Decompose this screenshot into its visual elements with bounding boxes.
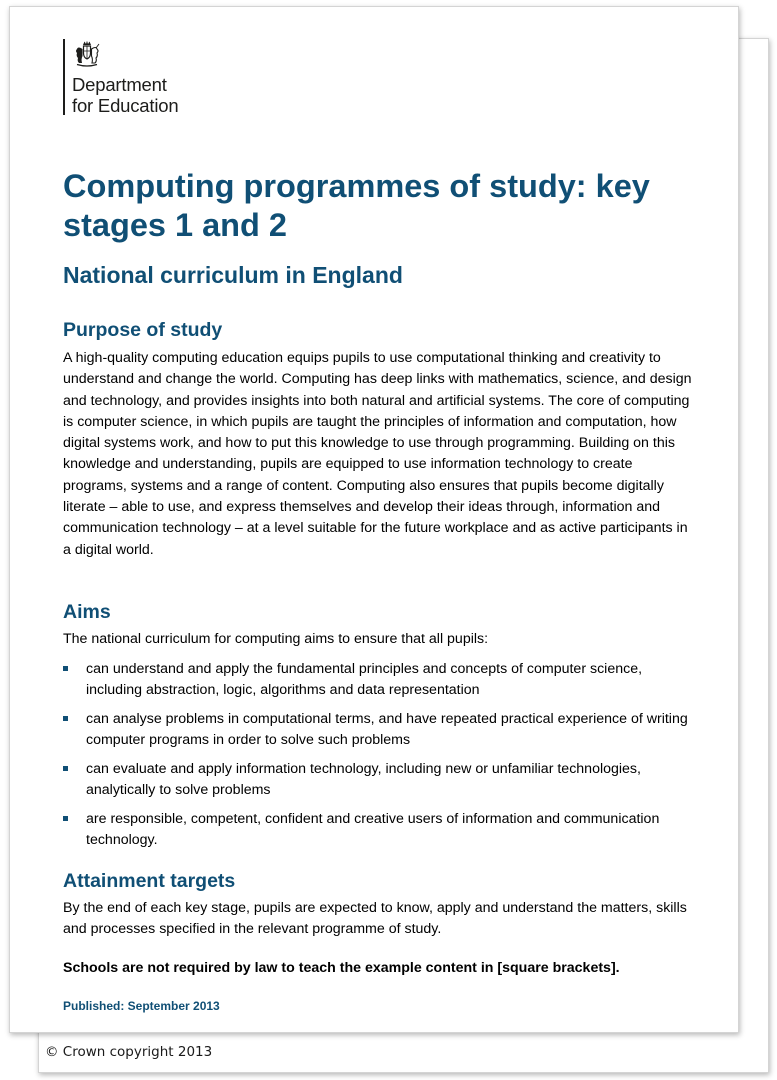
document-title: Computing programmes of study: key stages 1 and 2 — [63, 168, 650, 243]
aims-list — [63, 659, 699, 859]
aims-intro: The national curriculum for computing aims to ensure that all pupils: — [63, 631, 489, 647]
front-page — [9, 6, 739, 1033]
document-subtitle: National curriculum in England — [63, 262, 403, 288]
aim-text: are responsible, competent, confident and creative users of information and communication technology. — [86, 811, 660, 848]
list-item — [63, 659, 699, 709]
aim-text: can evaluate and apply information technology, including new or unfamiliar technologies, analytically to solve problems — [86, 761, 641, 798]
logo-divider — [63, 39, 65, 115]
purpose-heading: Purpose of study — [63, 319, 223, 341]
attainment-paragraph: By the end of each key stage, pupils are expected to know, apply and understand the matters, skills and processes specified in the relevant programme of study. — [63, 900, 687, 938]
copyright-notice: © Crown copyright 2013 — [45, 1044, 213, 1060]
square-bullet-icon — [63, 666, 68, 671]
purpose-paragraph: A high-quality computing education equips pupils to use computational thinking and creativity to understand and change the world. Computing has deep links with mathematics, science, and design and technology, and provides insights into both natural and artificial systems. The core of computing is computer science, in which pupils are taught the principles of information and computation, how digital systems work, and how to put this knowledge to use through programming. Building on this knowledge and understanding, pupils are equipped to use information technology to create programs, systems and a range of content. Computing also ensures that pupils become digitally literate – able to use, and express themselves and develop their ideas through, information and communication technology – at a level suitable for the future workplace and as active participants in a digital world. — [63, 350, 692, 558]
royal-coat-of-arms-icon — [72, 40, 102, 68]
square-brackets-note: Schools are not required by law to teach the example content in [square brackets]. — [63, 960, 620, 976]
aim-text: can analyse problems in computational terms, and have repeated practical experience of writing computer programs in order to solve such problems — [86, 711, 688, 748]
publication-date: Published: September 2013 — [63, 999, 220, 1013]
attainment-heading: Attainment targets — [63, 870, 236, 892]
aims-heading: Aims — [63, 601, 111, 623]
square-bullet-icon — [63, 816, 68, 821]
aim-text: can understand and apply the fundamental principles and concepts of computer science, including abstraction, logic, algorithms and data representation — [86, 661, 643, 698]
list-item — [63, 809, 699, 859]
list-item — [63, 709, 699, 759]
department-name-line1: Department — [72, 74, 167, 95]
list-item — [63, 759, 699, 809]
dfe-logo — [63, 39, 213, 115]
square-bullet-icon — [63, 716, 68, 721]
department-name-line2: for Education — [72, 95, 179, 116]
department-name — [72, 74, 178, 116]
square-bullet-icon — [63, 766, 68, 771]
